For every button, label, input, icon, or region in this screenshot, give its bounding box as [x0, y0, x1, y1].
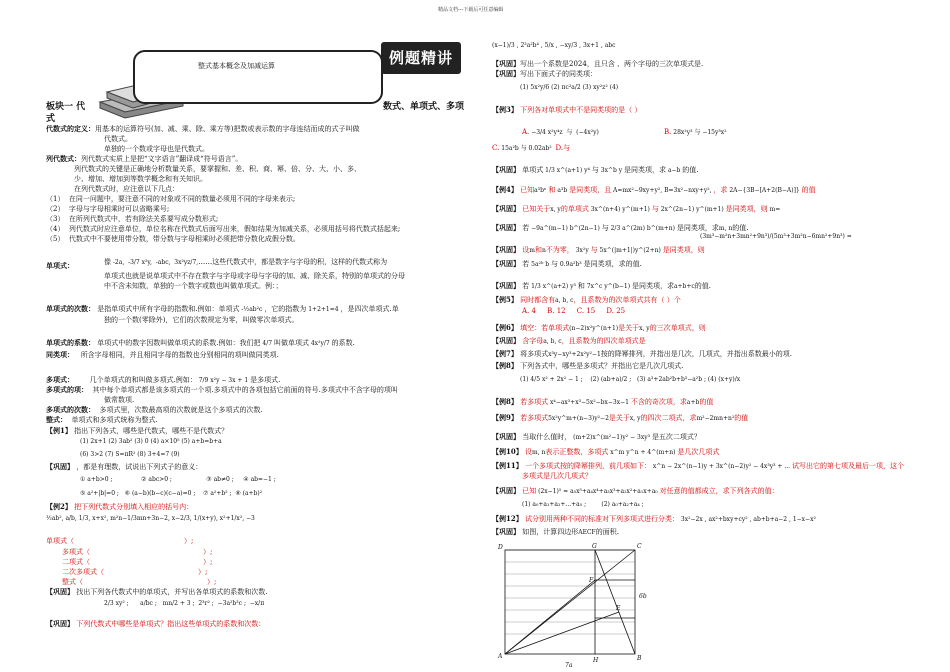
- right-consolidate-11: 【巩固】 已知 (2x−1)⁵ = a₅x⁵+a₄x⁴+a₃x³+a₂x²+a₁x+a₀ 对任意的值都成立，求下列各式的值：: [492, 486, 779, 495]
- right-consolidate-2-items: (1) 5x²y/6 (2) πc²a/2 (3) xy²z² (4): [520, 84, 619, 91]
- label-a: A: [498, 653, 503, 660]
- monomial-line1: 像 -2a, -3/7 x²y, -abc, 3x²yz/7,……这些代数式中，都是数字与字母的积，这样的代数式称为: [104, 258, 388, 266]
- monomial-def: 单项式：: [46, 261, 74, 270]
- monomial-line2: 单项式也就是说单项式中不存在数字与字母或字母与字母的加、减、除关系，特别的单项式的分母: [104, 272, 405, 280]
- section-title-left2: 式: [46, 114, 56, 124]
- consolidate-1-items-2: ⑤ a²+|b|=0 ; ⑥ (a−b)(b−c)(c−a)=0 ; ⑦ a²+b² ; ⑧ (a+b)²: [80, 490, 263, 497]
- label-f: F: [589, 577, 594, 584]
- def-rule-4: （4） 列代数式时应注意单位，单位名称在代数式后面写出来，假如结果为加减关系，必须用括号将代数式括起来;: [46, 225, 401, 233]
- label-g: G: [592, 543, 597, 550]
- example-5-options: A. 4 B. 12 C. 15 D. 25: [522, 307, 626, 315]
- def-line: 代数式。: [104, 135, 132, 143]
- def-rule-1: （1） 在同一问题中，要注意不同的对象或不同的数量必须用不同的字母来表示;: [46, 195, 296, 203]
- section-title-left: 板块一 代: [46, 102, 86, 112]
- example-5: 【例5】 同时都含有a, b, c，且系数为的次单项式共有（ ）个: [492, 295, 681, 304]
- right-consolidate-8: 【巩固】 若 1/3 x^(a+2) y³ 和 7x^c y^(b−1) 是同类项，求a+b+c的值.: [492, 281, 712, 290]
- example-2-items: ½ab², a/b, 1/3, x+x², m²n−1/3mn+3n−2, x−2/3, 1/(x+y), x²+1/x², −3: [46, 515, 255, 522]
- quadrilateral-figure: [495, 540, 650, 668]
- fraction-expr: (3m³−m²n+3mn²+9n³)/(5m³+3m²n−6mn²+9n³) =: [700, 233, 852, 240]
- example-3: 【例3】 下列各对单项式中不是同类项的是（ ）: [492, 105, 642, 114]
- def-line: 列代数式的关键是正确地分析数量关系，要掌握和、差、积、商、幂、倍、分、大、小、多、: [74, 165, 361, 173]
- label-b: B: [637, 655, 642, 662]
- example-3-option-c: C. 15a²b 与 0.02ab² D.与: [492, 144, 571, 152]
- example-6: 【例6】 填空：若单项式(n−2)x²y^(n+1)是关于x, y的三次单项式，则: [492, 323, 706, 332]
- example-3-option-a: A. −3/4 x²y⁴z 与 (−4x²y): [522, 128, 599, 136]
- example-9: 【例9】 若多项式5x²y^m+(n−3)y²−2是关于x, y的四次二项式，求m²−2mn+n²的值: [492, 413, 749, 422]
- right-consolidate-9: 【巩固】 含字母a, b, c，且系数为的四次单项式是: [492, 336, 646, 345]
- right-consolidate-10: 【巩固】 当取什么值时， (m+2)x^(m²−1)y² − 3xy³ 是五次二项式？: [492, 432, 701, 441]
- def-list-expr: 列代数式：列代数式实质上是把“文字语言”翻译成“符号语言”。: [46, 154, 243, 163]
- title-banner: [133, 50, 383, 104]
- consolidate-3: 【巩固】 下列代数式中哪些是单项式？指出这些单项式的系数和次数：: [46, 619, 266, 628]
- example-4: 【例4】 已知a³bⁿ 和 a³b 是同类项，且 A=mx²−9xy+y², B=3x²−nxy+y², ，求 2A−{3B−[A+2(B−A)]} 的值: [492, 185, 816, 194]
- label-e: E: [616, 605, 621, 612]
- integral-expr-def: 整式： 单项式和多项式统称为整式.: [46, 415, 158, 424]
- fill-polynomial: 多项式（ ）;: [62, 548, 213, 556]
- consolidate-1: 【巩固】 ，都是有理数，试说出下列式子的意义：: [46, 462, 203, 471]
- monomial-line3: 中不含未知数，单独的一个数字或数也叫做单项式。例：；: [104, 282, 283, 290]
- right-consolidate-12: 【巩固】 如图，计算四边形AECF的面积.: [492, 527, 619, 536]
- def-algebraic: 代数式的定义：用基本的运算符号(加、减、乘、除、乘方等)把数或表示数的字母连结而成的式子叫做: [46, 124, 360, 133]
- section-title-right: 数式、单项式、多项: [383, 102, 465, 112]
- degree-def: 单项式的次数： 是指单项式中所有字母的指数和.例如：单项式 -½ab²c ，它的指数为 1+2+1=4 ，是四次单项式.单: [46, 304, 399, 313]
- poly-term-line2: 做常数项.: [104, 396, 135, 404]
- def-line: 单独的一个数或字母也是代数式。: [104, 145, 209, 153]
- right-consolidate-5: 【巩固】 若 −9a^(m−1) b^(2n−1) 与 2/3 a^(2m) b^(m+n) 是同类项，求m, n的值.: [492, 223, 749, 232]
- example-1-items-2: (6) 3>2 (7) S=πR² (8) 3+4=7 (9): [80, 451, 180, 458]
- example-11: 【例11】 一个多项式按的降幂排列，前几项如下： x^n − 2x^(n−1)y + 3x^(n−2)y² − 4x³y³ + ... 试写出它的第七项及最后一项，这个: [492, 461, 904, 470]
- example-10: 【例10】 设m, n表示正整数，多项式 x^m y^n + 4^(m+n) 是几次几项式: [492, 447, 720, 456]
- logo-text: 例题精讲: [388, 49, 453, 67]
- fill-binomial: 二项式（ ）;: [62, 558, 213, 566]
- poly-def: 多项式： 几个单项式的和叫做多项式.例如： 7/9 x²y − 3x + 1 是多项式.: [46, 375, 281, 384]
- example-11-line2: 多项式是几次几项式？: [522, 472, 592, 480]
- example-8b: 【例8】 若多项式 x⁴−ax³+x³−5x²−bx−3x−1 不含的奇次项，求a+b的值: [492, 397, 714, 406]
- def-rule-2: （2） 字母与字母相乘时可以省略乘号;: [46, 205, 170, 213]
- label-d: D: [498, 544, 503, 551]
- banner-title: 整式基本概念及加减运算: [198, 62, 275, 70]
- right-top-expr: (x−1)/3 , 2³a²b⁴ , 5/x , −xy/3 , 3x+1 , abc: [492, 42, 616, 49]
- def-line: 在列代数式时，应注意以下几点：: [74, 185, 179, 193]
- example-2: 【例2】 把下列代数式分别填入相应的括号内：: [46, 502, 194, 511]
- logo-badge: [381, 42, 461, 74]
- consolidate-1-items: ① a+b>0 ; ② abc>0 ; ③ ab≠0 ; ④ ab=−1 ;: [80, 476, 276, 483]
- consolidate-2-items: 2/3 xy² ; a/bc ; mn/2 + 3 ; 2³r² ; −3a²b³c ; −x/π: [104, 600, 265, 607]
- example-8a: 【例8】 下列各式中，哪些是多项式？并指出它是几次几项式.: [492, 361, 684, 370]
- example-7: 【例7】 将多项式x³y−xy³+2x²y²−1按的降幂排列，并指出是几次，几项式，并指出系数最小的项.: [492, 349, 793, 358]
- label-7a: 7a: [565, 662, 573, 668]
- def-rule-5: （5） 代数式中不要使用带分数，带分数与字母相乘时必须把带分数化成假分数。: [46, 235, 300, 243]
- page-header: 精品文档---下载后可任意编辑: [438, 7, 504, 13]
- def-rule-3: （3） 在所列代数式中，若有除法关系要写成分数形式;: [46, 215, 219, 223]
- right-consolidate-2: 【巩固】写出下面式子的同类项：: [492, 69, 597, 78]
- fill-integral: 整式（ ）;: [62, 578, 217, 586]
- consolidate-2: 【巩固】 找出下列各代数式中的单项式，并写出各单项式的系数和次数.: [46, 587, 268, 596]
- poly-term-def: 多项式的项： 其中每个单项式都是该多项式的一个项.多项式中的各项包括它前面的符号.多项式中不含字母的项叫: [46, 385, 398, 394]
- right-consolidate-6: 【巩固】 设m和n不为零， 3x²y 与 5x^(|m+1|)y^(2+n) 是同类项，则: [492, 245, 705, 254]
- label-6b: 6b: [639, 593, 647, 600]
- fill-quadratic: 二次多项式（ ）;: [62, 568, 208, 576]
- poly-degree-def: 多项式的次数： 多项式里，次数最高项的次数就是这个多项式的次数.: [46, 405, 263, 414]
- right-consolidate-7: 【巩固】 若 5a²ᵇ b 与 0.9a²b³ 是同类项，求的值.: [492, 259, 642, 268]
- coef-def: 单项式的系数： 单项式中的数字因数叫做单项式的系数.例如：我们把 4/7 叫做单项式 4x²y/7 的系数.: [46, 338, 355, 347]
- example-1-items: (1) 2x+1 (2) 3ab² (3) 0 (4) a×10⁵ (5) a+b=b+a: [80, 438, 222, 445]
- degree-line2: 独的一个数(零除外)，它们的次数规定为零，叫做零次单项式。: [104, 316, 299, 324]
- like-terms-def: 同类项： 所含字母相同，并且相同字母的指数也分别相同的项叫做同类项.: [46, 350, 279, 359]
- label-c: C: [637, 543, 642, 550]
- right-consolidate-3: 【巩固】 单项式 1/3 x^(a+1) y⁴ 与 3x^b y 是同类项，求 a−b 的值.: [492, 165, 699, 174]
- right-consolidate-4: 【巩固】 已知关于x, y的单项式 3x^(n+4) y^(m+1) 与 2x^(2n−1) y^(m+1) 是同类项，则 m=: [492, 204, 781, 213]
- fill-monomial: 单项式（ ）;: [46, 537, 194, 545]
- example-1: 【例1】 指出下列各式，哪些是代数式，哪些不是代数式？: [46, 426, 229, 435]
- example-3-option-b: B. 28x²y³ 与 −15y³x²: [664, 128, 727, 136]
- def-line: 少、增加、增加到等数学概念和有关知识。: [74, 175, 207, 183]
- right-consolidate-11-items: (1) a₀+a₁+a₂+...+a₅ ; (2) a₀+a₂+a₄ ;: [522, 501, 644, 508]
- example-12: 【例12】 试分别用两种不同的标准对下列多项式进行分类： 3x²−2x , ax²+bxy+cy² , ab+b+a−2 , 1−x−x²: [492, 514, 816, 523]
- label-h: H: [593, 657, 599, 664]
- example-8a-items: (1) 4/5 x² + 2x² − 1 ; (2) (ab+a)/2 ; (3) a³+2ab²b+b³−a²b ; (4) (x+y)/x: [520, 376, 741, 383]
- right-consolidate-1: 【巩固】写出一个系数是2024，且只含 、两个字母的三次单项式是.: [492, 59, 704, 68]
